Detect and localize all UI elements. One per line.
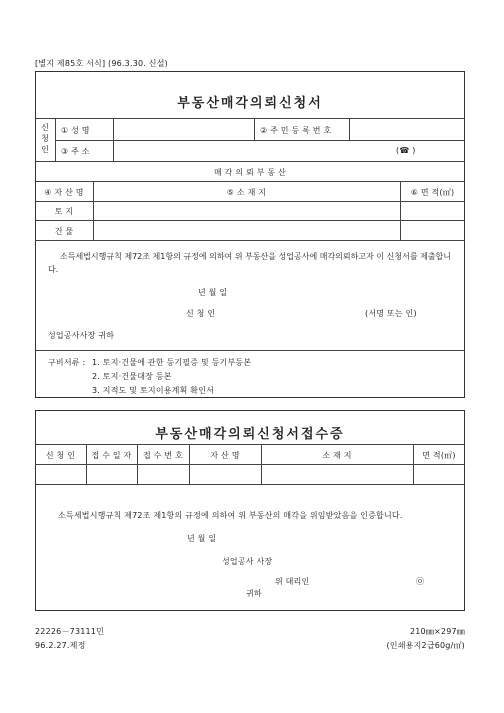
- receipt-col-area: 면 적(㎡): [422, 451, 456, 460]
- land-row-label: 토 지: [54, 207, 74, 216]
- receipt-number-field[interactable]: [140, 467, 187, 482]
- land-area-field[interactable]: [403, 203, 462, 218]
- address-label: ③ 주 소: [61, 147, 90, 156]
- building-row-label: 건 물: [54, 227, 74, 236]
- name-label: ① 성 명: [61, 126, 90, 135]
- resident-id-field[interactable]: [352, 121, 462, 138]
- paper-spec: (인쇄용지2급60g/㎡): [386, 641, 465, 650]
- area-header: ⑥ 면 적(㎡): [410, 188, 455, 197]
- location-header: ⑤ 소 재 지: [226, 188, 267, 197]
- applicant-label: 신 청 인: [41, 123, 49, 154]
- address-field[interactable]: [116, 143, 386, 159]
- receipt-date-field[interactable]: [89, 467, 135, 482]
- receipt-col-asset: 자 산 명: [210, 451, 240, 460]
- name-field[interactable]: [116, 121, 250, 138]
- form2-title: 부동산매각의뢰신청서접수증: [155, 427, 345, 442]
- receipt-col-number: 접 수 번 호: [143, 451, 183, 460]
- land-location-field[interactable]: [96, 203, 397, 218]
- paper-size: 210㎜×297㎜: [409, 627, 465, 636]
- president-label: 성업공사 사장: [222, 557, 273, 566]
- property-section-title: 매 각 의 뢰 부 동 산: [214, 168, 286, 177]
- signature-note: (서명 또는 인): [365, 309, 417, 318]
- receipt-location-field[interactable]: [264, 467, 411, 482]
- attachment-item: 3. 지적도 및 토지이용계획 확인서: [92, 386, 215, 395]
- receipt-col-applicant: 신 청 인: [45, 451, 76, 460]
- attachment-item: 1. 토지·건물에 관한 등기필증 및 등기부등본: [92, 358, 252, 367]
- receipt-asset-field[interactable]: [192, 467, 259, 482]
- enactment-date: 96.2.27.제정: [35, 641, 86, 650]
- phone-label: (☎ ): [396, 146, 416, 155]
- receipt-col-date: 접 수 일 자: [91, 451, 132, 460]
- applicant-sign-label: 신 청 인: [186, 309, 216, 318]
- receipt-recipient: 귀하: [246, 589, 262, 598]
- receipt-col-location: 소 재 지: [322, 451, 352, 460]
- application-statement: 소득세법시행규칙 제72조 제1항의 규정에 의하여 위 부동산을 성업공사에 매각의뢰하고자 이 신청서를 제출합니다.: [48, 252, 451, 274]
- recipient: 성업공사사장 귀하: [48, 331, 115, 340]
- attachments-label: 구비서류 :: [48, 358, 86, 367]
- asset-name-header: ④ 자 산 명: [44, 188, 84, 197]
- date-line: 년 월 일: [198, 288, 228, 297]
- receipt-applicant-field[interactable]: [38, 467, 84, 482]
- receipt-statement: 소득세법시행규칙 제72조 제1항의 규정에 의하여 위 부동산의 매각을 위임받았음을 인증합니다.: [58, 511, 403, 520]
- form1-title: 부동산매각의뢰신청서: [177, 96, 323, 111]
- attachment-item: 2. 토지·건물대장 등본: [92, 372, 172, 381]
- resident-id-label: ② 주 민 등 록 번 호: [260, 126, 332, 135]
- seal-mark: ㉧: [416, 577, 425, 586]
- building-area-field[interactable]: [403, 223, 462, 238]
- form-header: [별지 제85호 서식] (96.3.30. 신설): [35, 59, 168, 68]
- building-location-field[interactable]: [96, 223, 397, 238]
- form-code: 22226－73111민: [35, 627, 105, 636]
- receipt-date-line: 년 월 일: [187, 534, 217, 543]
- receipt-area-field[interactable]: [416, 467, 463, 482]
- agent-label: 위 대리인: [275, 577, 310, 586]
